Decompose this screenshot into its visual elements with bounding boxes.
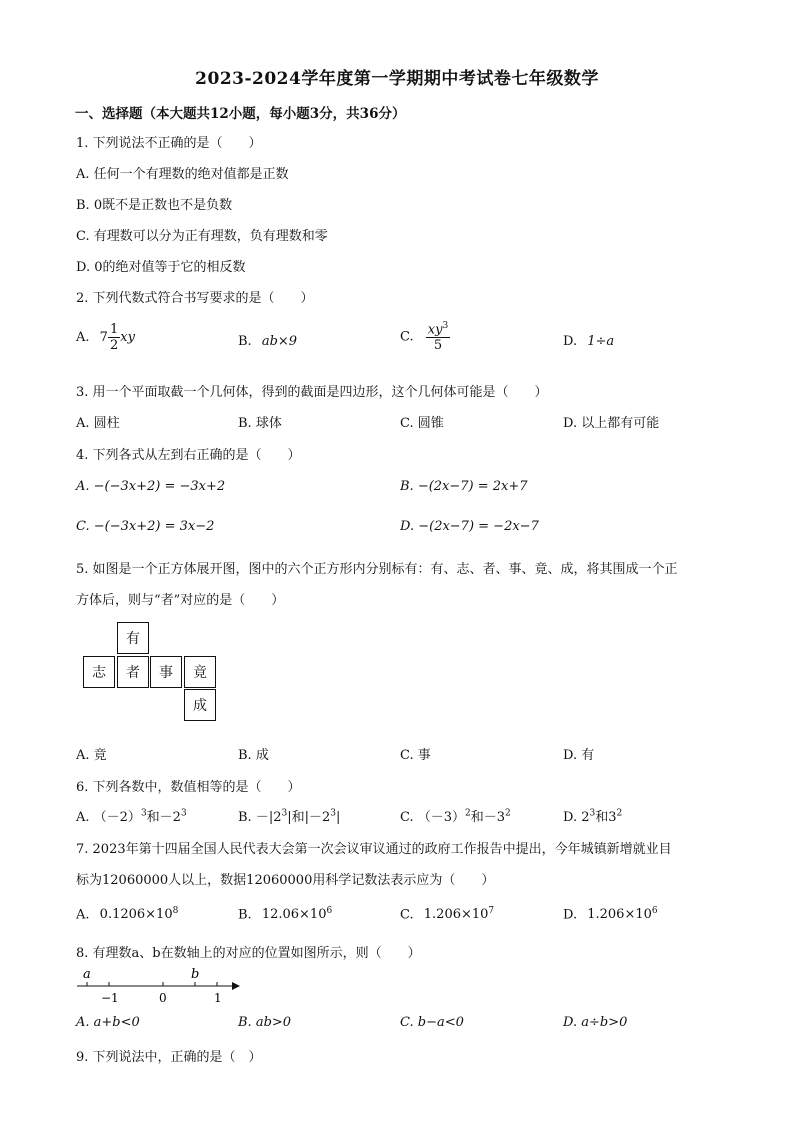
q7-stem-line1: 7. 2023年第十四届全国人民代表大会第一次会议审议通过的政府工作报告中提出，今年城镇新增就业目 (76, 842, 672, 857)
label-a: a (83, 967, 91, 982)
q4-option-d: D. −(2x−7) = −2x−7 (400, 519, 539, 534)
q3-option-b: B. 球体 (238, 416, 282, 431)
q1-option-a: A. 任何一个有理数的绝对值都是正数 (76, 167, 289, 182)
tick-label-0: 0 (159, 991, 167, 1005)
section-heading: 一、选择题（本大题共12小题，每小题3分，共36分） (75, 106, 406, 122)
net-cell-row-4: 竟 (184, 656, 216, 688)
q7-option-a: A. $0.1206\times 10^8$ (76, 906, 179, 923)
q7-option-b: B. $12.06\times 10^6$ (238, 906, 333, 923)
q7-option-c: C. $1.206\times 10^7$ (400, 906, 495, 923)
q6-option-b: B. $-|2^3|$和$|-2^3|$ (238, 808, 341, 825)
q8-option-a: A. a+b<0 (76, 1015, 140, 1030)
q8-option-b: B. ab>0 (238, 1015, 292, 1030)
q6-option-c: C. $(-3)^2$和$-3^2$ (400, 808, 511, 825)
q8-option-d: D. a÷b>0 (563, 1015, 628, 1030)
q7-option-d: D. $1.206\times 10^6$ (563, 906, 658, 923)
q8-stem: 8. 有理数a、b在数轴上的对应的位置如图所示，则（ ） (76, 946, 421, 961)
q5-option-a: A. 竟 (76, 748, 107, 763)
page-title: 2023-2024学年度第一学期期中考试卷七年级数学 (195, 69, 599, 89)
q9-stem: 9. 下列说法中，正确的是（ ） (76, 1050, 262, 1065)
q3-option-d: D. 以上都有可能 (563, 416, 660, 431)
q7-stem-line2: 标为12060000人以上，数据12060000用科学记数法表示应为（ ） (76, 873, 495, 888)
q2-stem: 2. 下列代数式符合书写要求的是（ ） (76, 291, 314, 306)
net-cell-row-3: 事 (150, 656, 182, 688)
q4-option-b: B. −(2x−7) = 2x+7 (400, 479, 528, 494)
q5-stem-line2: 方体后，则与“者”对应的是（ ） (76, 593, 285, 608)
net-cell-row-2: 者 (117, 656, 149, 688)
label-b: b (191, 967, 200, 982)
q8-option-c: C. b−a<0 (400, 1015, 464, 1030)
q1-option-d: D. 0的绝对值等于它的相反数 (76, 260, 246, 275)
q5-stem-line1: 5. 如图是一个正方体展开图，图中的六个正方形内分别标有：有、志、者、事、竟、成，将其围成一个正 (76, 562, 678, 577)
q3-option-a: A. 圆柱 (76, 416, 120, 431)
q3-stem: 3. 用一个平面取截一个几何体，得到的截面是四边形，这个几何体可能是（ ） (76, 385, 548, 400)
q1-stem: 1. 下列说法不正确的是（ ） (76, 136, 262, 151)
q5-option-d: D. 有 (563, 748, 595, 763)
q2-option-c: C. $\frac{xy^3}{5}$ (400, 321, 449, 354)
net-cell-top: 有 (117, 622, 149, 654)
q3-option-c: C. 圆锥 (400, 416, 444, 431)
tick-label-minus-1: −1 (101, 991, 119, 1005)
axis-arrow-icon (232, 982, 240, 990)
q4-option-a: A. −(−3x+2) = −3x+2 (76, 479, 226, 494)
tick-label-1: 1 (214, 991, 222, 1005)
number-line-figure (72, 964, 247, 1006)
net-cell-row-1: 志 (83, 656, 115, 688)
q6-stem: 6. 下列各数中，数值相等的是（ ） (76, 780, 301, 795)
q2-option-d: D. 1÷a (563, 334, 615, 349)
q5-option-b: B. 成 (238, 748, 269, 763)
q6-option-d: D. $2^3$和$3^2$ (563, 808, 623, 825)
q1-option-b: B. 0既不是正数也不是负数 (76, 198, 233, 213)
q4-option-c: C. −(−3x+2) = 3x−2 (76, 519, 215, 534)
q6-option-a: A. $(-2)^3$和$-2^3$ (76, 808, 187, 825)
q2-option-a: A. 7 $\frac{1}{2}$ xy (76, 322, 135, 353)
q1-option-c: C. 有理数可以分为正有理数，负有理数和零 (76, 229, 328, 244)
net-cell-bottom: 成 (184, 689, 216, 721)
q4-stem: 4. 下列各式从左到右正确的是（ ） (76, 448, 301, 463)
q5-option-c: C. 事 (400, 748, 431, 763)
q2-option-b: B. ab×9 (238, 334, 298, 349)
